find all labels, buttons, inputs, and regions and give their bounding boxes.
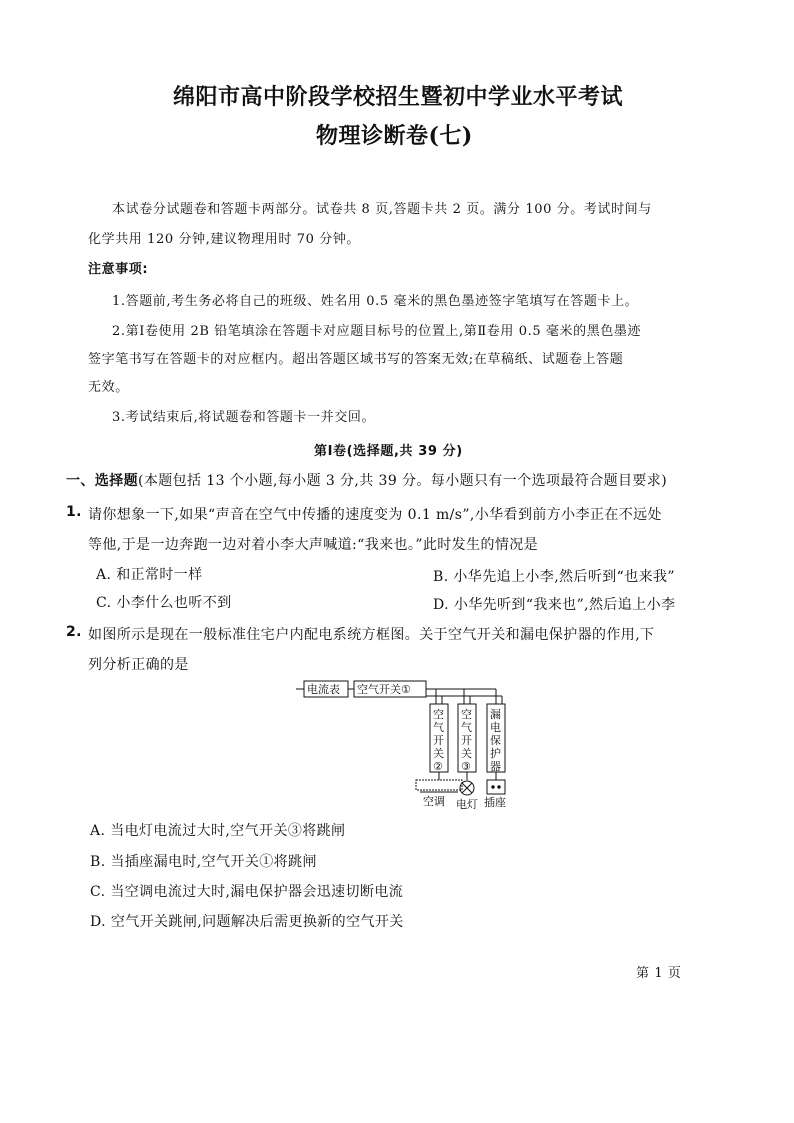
- switch3-char: 开: [461, 734, 472, 747]
- leak-char: 护: [490, 747, 501, 760]
- leak-char: 保: [490, 734, 501, 747]
- page-subtitle: 物理诊断卷(七): [316, 123, 473, 149]
- option-c: C. 当空调电流过大时,漏电保护器会迅速切断电流: [90, 884, 404, 900]
- option-b: B. 小华先追上小李,然后听到“也来我”: [433, 569, 675, 585]
- option-d: D. 空气开关跳闸,问题解决后需更换新的空气开关: [90, 914, 404, 930]
- ac-icon: [416, 780, 462, 790]
- option-a: A. 当电灯电流过大时,空气开关③将跳闸: [90, 823, 346, 839]
- section-heading: 第Ⅰ卷(选择题,共 39 分): [314, 444, 463, 459]
- switch2-char: 空: [433, 708, 444, 721]
- note-item: 3.考试结束后,将试题卷和答题卡一并交回。: [112, 410, 376, 425]
- option-b: B. 当插座漏电时,空气开关①将跳闸: [90, 854, 317, 870]
- option-d: D. 小华先听到“我来也”,然后追上小李: [433, 597, 676, 613]
- note-item: 1.答题前,考生务必将自己的班级、姓名用 0.5 毫米的黑色墨迹签字笔填写在答题卡上。: [112, 294, 639, 309]
- leak-char: 电: [490, 721, 501, 734]
- note-item: 2.第Ⅰ卷使用 2B 铅笔填涂在答题卡对应题目标号的位置上,第Ⅱ卷用 0.5 毫米的黑色墨迹: [112, 324, 642, 339]
- page-title: 绵阳市高中阶段学校招生暨初中学业水平考试: [173, 84, 624, 110]
- leak-char: 器: [490, 760, 501, 773]
- notes-heading: 注意事项:: [88, 262, 149, 277]
- switch3-char: 空: [461, 708, 472, 721]
- question-text: 列分析正确的是: [88, 657, 189, 673]
- part-desc: (本题包括 13 个小题,每小题 3 分,共 39 分。每小题只有一个选项最符合题目要求): [138, 473, 668, 489]
- question-text: 请你想象一下,如果“声音在空气中传播的速度变为 0.1 m/s”,小华看到前方小李正在不远处: [88, 507, 662, 523]
- socket-icon: [487, 780, 505, 794]
- intro-line: 本试卷分试题卷和答题卡两部分。试卷共 8 页,答题卡共 2 页。满分 100 分。考试时间与: [112, 202, 652, 217]
- part-description: [66, 470, 667, 490]
- note-item: 签字笔书写在答题卡的对应框内。超出答题区域书写的答案无效;在草稿纸、试题卷上答题: [88, 352, 624, 367]
- distribution-diagram: [296, 676, 536, 816]
- switch3-char: ③: [461, 760, 471, 773]
- switch3-char: 关: [461, 747, 472, 760]
- socket-label: 插座: [484, 796, 506, 809]
- switch2-char: 开: [433, 734, 444, 747]
- page-number: 第 1 页: [636, 966, 682, 981]
- meter-label: 电流表: [307, 683, 340, 696]
- question-text: 如图所示是现在一般标准住宅户内配电系统方框图。关于空气开关和漏电保护器的作用,下: [88, 627, 655, 643]
- ac-label: 空调: [423, 795, 445, 808]
- switch2-char: 气: [433, 721, 444, 734]
- part-label: 一、选择题: [66, 473, 138, 489]
- switch3-char: 气: [461, 721, 472, 734]
- switch2-char: ②: [433, 760, 443, 773]
- intro-line: 化学共用 120 分钟,建议物理用时 70 分钟。: [88, 232, 361, 247]
- option-a: A. 和正常时一样: [96, 567, 203, 583]
- switch2-char: 关: [433, 747, 444, 760]
- question-text: 等他,于是一边奔跑一边对着小李大声喊道:“我来也。”此时发生的情况是: [88, 537, 539, 553]
- leak-char: 漏: [490, 708, 501, 721]
- main-switch-label: 空气开关①: [357, 683, 411, 696]
- lamp-label: 电灯: [456, 798, 478, 811]
- question-number: 1.: [66, 504, 82, 520]
- question-number: 2.: [66, 624, 82, 640]
- note-item: 无效。: [88, 380, 129, 395]
- option-c: C. 小李什么也听不到: [96, 595, 232, 611]
